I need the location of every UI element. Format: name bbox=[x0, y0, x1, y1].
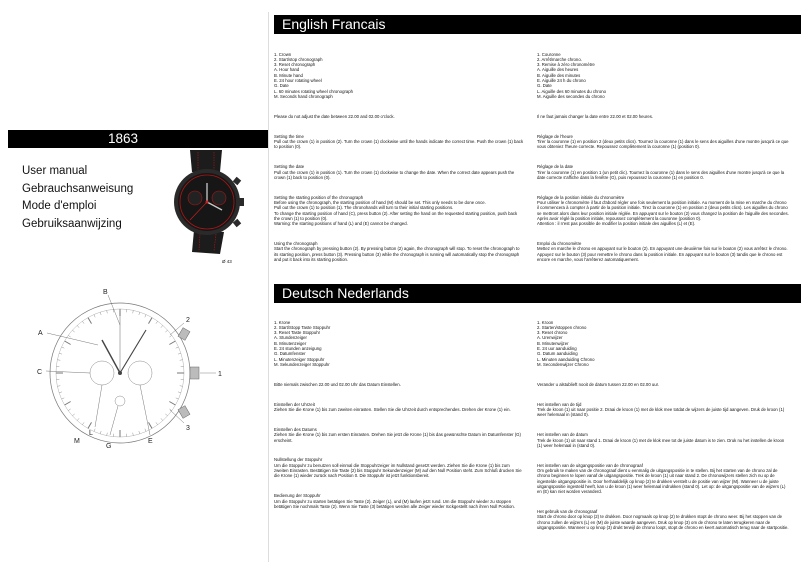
de-setting-date: Einstellen des Datums Ziehen Sie die Krone (1) bis zum ersten Einrasten. Drehen Sie jetzt die Krone (1) bis das gewünschte Datum im Datumfenster (G) erscheint. bbox=[274, 426, 521, 443]
dial-tick bbox=[156, 321, 158, 323]
dial-tick bbox=[72, 414, 74, 416]
diagram-label-a: A bbox=[38, 330, 43, 337]
diagram-label-1: 1 bbox=[218, 371, 222, 378]
section-en-fr-header bbox=[274, 15, 801, 34]
watch-photo bbox=[150, 150, 262, 258]
de-date-warning: Bitte niemals zwischen 22.00 und 02.00 Uhr das Datum Einstellen. bbox=[274, 381, 401, 387]
dial-tick bbox=[169, 402, 175, 406]
dial-tick bbox=[88, 318, 92, 324]
en-parts-list: 1. Crown 2. Start/stop chronograph 3. Reset chronograph A. Hour hand B. Minute hand E. 24 hour rotating wheel G. Date L. 60 minutes rotating wheel chronograph M. Seconds hand chronograph bbox=[274, 51, 354, 99]
watch-diagram bbox=[20, 285, 225, 460]
diagram-label-l: L bbox=[89, 430, 93, 437]
dial-tick bbox=[57, 360, 60, 361]
en-using-chrono: Using the chronograph Start the chronograph by pressing button (2). By pressing button (2) again, the chronograph will stop. To reset the chronograph to its starting position, press button (3). Pressing button (3) while the chronograph is running will automatically stop the chronograph and put it back into its starting position. bbox=[274, 241, 520, 262]
dial-tick bbox=[176, 347, 179, 348]
diagram-crown bbox=[190, 367, 199, 379]
nl-using-chrono: Het gebruik van de chronograaf Start de chrono door op knop (2) te drukken. Door nogmaals op knop (2) te drukken stopt de chrono weer. Bij het stoppen van de chrono zullen de wijzers (L) en (M) de juiste waarde aangeven. Druk op knop (3) om de chrono te laten terugkeren naar de uitgangspositie. Wanneer u op knop (3) drukt terwijl de chrono loopt, stopt de chrono en keert automatisch terug naar de startpositie. bbox=[537, 509, 789, 530]
dial-tick bbox=[139, 431, 140, 434]
dial-tick bbox=[161, 418, 163, 420]
diagram-minute-hand bbox=[120, 330, 146, 373]
diagram-subdial-right bbox=[128, 361, 152, 385]
dial-tick bbox=[94, 429, 95, 432]
english-column bbox=[274, 41, 524, 272]
fr-setting-date: Réglage de la date Tirer la couronne (1) en position 1 (un petit clic). Tournez la couronne (1) dans le sens des aiguilles d'une montre jusqu'à ce que la date correcte s'affiche dans la fenêtre (G), puis repoussez la couronne (1) en position 0. bbox=[537, 164, 785, 180]
dial-tick bbox=[59, 392, 62, 393]
dial-tick bbox=[65, 341, 71, 345]
dial-tick bbox=[57, 386, 60, 387]
en-setting-time: Setting the time Pull out the crown (1) in position (2). Turn the crown (1) clockwise until the hands indicate the correct time. Push the crown (1) back to position (0). bbox=[274, 133, 524, 150]
dial-tick bbox=[77, 325, 79, 327]
dial-tick bbox=[72, 330, 74, 332]
language-de: Gebrauchsanweisung bbox=[22, 182, 134, 195]
diagram-label-b: B bbox=[103, 289, 108, 296]
dutch-column bbox=[537, 309, 789, 540]
dial-tick bbox=[68, 409, 70, 411]
dial-tick bbox=[176, 398, 179, 399]
en-setting-date: Setting the date Pull out the crown (1) in position (1). Turn the crown (1) clockwise to change the date. When the correct date appears push the crown (1) back to position (0). bbox=[274, 164, 515, 180]
dial-tick bbox=[65, 402, 71, 406]
dial-tick bbox=[62, 347, 65, 348]
dial-tick bbox=[156, 422, 158, 424]
watch-size-label: Ø 43 bbox=[222, 259, 232, 264]
language-en: User manual bbox=[22, 165, 88, 177]
dial-tick bbox=[94, 315, 95, 318]
dial-tick bbox=[82, 321, 84, 323]
dial-tick bbox=[149, 318, 153, 324]
language-fr: Mode d'emploi bbox=[22, 200, 97, 212]
de-chrono-zero: Nullstellung der Stoppuhr Um die Stoppuhr zu benutzen soll einmal die Stoppuhrzeiger im Nullstand gesetzt werden. Ziehen Sie die Krone (1) bis zum zweiten Einrasten. Bestätigen Sie Taste (2) bis Stoppuhr Sekundenzeiger (M) auf den Null Position steht. Zum Schluß drucken Sie die Krone (1) wieder zurück nach Position 0. Die Stoppuhr ist jetzt funktionsbereit. bbox=[274, 457, 522, 479]
dial-tick bbox=[178, 353, 181, 354]
dial-tick bbox=[139, 312, 140, 315]
diagram-pusher-top bbox=[178, 328, 190, 341]
nl-parts-list: 1. Kroon 2. Starten/stoppen chrono 3. Reset chrono A. Urenwijzer B. Minutenwijzer E. 24 uur aanduiding G. Datum aanduiding L. Minuten aanduiding Chrono M. Secondenwijzer Chrono bbox=[537, 319, 595, 367]
diagram-label-g: G bbox=[106, 443, 112, 450]
diagram-label-m: M bbox=[74, 438, 80, 445]
dial-tick bbox=[59, 353, 62, 354]
dial-tick bbox=[107, 310, 108, 313]
dial-tick bbox=[145, 429, 146, 432]
diagram-label-2: 2 bbox=[186, 317, 190, 324]
dial-tick bbox=[165, 414, 167, 416]
diagram-label-3: 3 bbox=[186, 425, 190, 432]
nl-chrono-start-position: Het instellen van de uitgangspositie van de chronograaf Om gebruik te maken van de chronograaf dient u eenmalig de uitgangspositie in te stellen. Bij het starten van de chrono zal de chrono beginnen te lopen vanaf de uitgangspositie. Trek de kroon (1) uit naar stand 2. De chronowijzers stellen zich nu op de ingestelde uitgangspositie in. Door herhaaldelijk op knop (2) te drukken verstelt u de positie van wijzer (M). Wanneer u de juiste uitgangspositie ingesteld heeft, kan u de kroon (1) weer helemaal indrukken (stand 0). Let op: de uitgangspositie van de wijzers (L) en (E) kan niet worden veranderd. bbox=[537, 462, 786, 495]
section-de-nl-title: Deutsch Nederlands bbox=[282, 285, 409, 301]
dial-tick bbox=[100, 312, 101, 315]
nl-setting-date: Het instellen van de datum Trek de kroon (1) uit naar stand 1. Draai de kroon (1) met de klok mee tot de juiste datum is te zien. Druk nu het instellen de kroon (1) weer helemaal in (stand 0). bbox=[537, 432, 785, 448]
dial-tick bbox=[161, 325, 163, 327]
dial-tick bbox=[68, 335, 70, 337]
section-en-fr-title: English Francais bbox=[282, 16, 386, 32]
nl-date-warning: Verander u alstublieft nooit de datum tussen 22.00 en 02.00 uur. bbox=[537, 381, 660, 387]
fr-date-warning: Il ne faut jamais changer la date entre 22.00 et 02.00 heures. bbox=[537, 113, 654, 119]
dial-tick bbox=[180, 386, 183, 387]
fr-parts-list: 1. Couronne 2. Arrêt/marche chrono. 3. Remise à zéro chronomètre A. Aiguille des heures B. Aiguille des minutes E. Aiguille 24 h du chrono G. Date L. Aiguille des 60 minutes du chrono M. Aiguille des secondes du chrono bbox=[537, 51, 607, 99]
page-fold-line bbox=[268, 12, 269, 562]
german-column bbox=[274, 309, 524, 518]
dial-tick bbox=[178, 392, 181, 393]
fr-setting-time: Réglage de l'heure Tirer la couronne (1) en position 2 (deux petits clics). Tournez la couronne (1) dans le sens des aiguilles d'une montre jusqu'à ce que vous obteniez l'heure correcte. Repoussez complètement la couronne (1) (position 0). bbox=[537, 133, 789, 150]
dial-tick bbox=[133, 433, 134, 436]
diagram-label-e: E bbox=[148, 438, 153, 445]
dial-tick bbox=[62, 398, 65, 399]
dial-tick bbox=[169, 335, 171, 337]
diagram-subdial-left bbox=[90, 361, 114, 385]
en-date-warning: Please do not adjust the date between 22.00 and 02.00 o'clock. bbox=[274, 113, 395, 119]
cover-model-number: 1863 bbox=[108, 131, 139, 146]
dial-tick bbox=[169, 341, 175, 345]
cover-model-bar bbox=[8, 130, 268, 148]
fr-chrono-start-position: Réglage de la position initiale du chronomètre Pour utiliser le chronomètre il faut d'abord régler une fois seulement la position initiale. Au moment de la mise en marche du chrono il commencera à compter à partir de la position initiale. Tirez la couronne (1) en position 2 (deux petits clics). Les aiguilles du chrono se mettront alors dans leur position initiale réglée. En appuyant sur le bouton (2) vous changez la position de l'aiguille des secondes. Après avoir réglé la position initiale, repoussez complètement la couronne (position 0). Attention : il n'est pas possible de modifier la position initiale des aiguilles (L) et (E). bbox=[537, 194, 789, 227]
dial-tick bbox=[133, 310, 134, 313]
en-chrono-start-position: Setting the starting position of the chronograph Before using the chronograph, the starting position of hand (M) should be set. This only needs to be done once. Pull out the crown (1) to position (1). The chronohands will turn to their initial starting positions. To change the starting position of hand (C), press button (2). After setting the hand on the requested starting position, push back the crown (1) to position (0). Warning: the starting positions of hand (L) and (E) cannot be changed. bbox=[274, 194, 518, 227]
section-de-nl-header bbox=[274, 284, 801, 303]
fr-using-chrono: Emploi du chronomètre Mettez en marche le chrono en appuyant sur le bouton (2). En appuyant une deuxième fois sur le bouton (2) vous arrêtez le chrono. Appuyez sur le bouton (3) pour remettre le chrono dans la position initiale. En appuyant sur le bouton (3) tandis que le chrono est encore en marche, vous l'arrêterez automatiquement. bbox=[537, 241, 788, 262]
dial-tick bbox=[77, 418, 79, 420]
de-parts-list: 1. Krone 2. Start/Stopp Taste Stoppuhr 3. Reset Taste Stoppuhr A. Stundenzeiger B. Minutenzeiger E. 24 stunden anzeigung G. Datumfenster L. Minutenzeiger Stoppuhr M. Sekundenzeiger Stoppuhr bbox=[274, 319, 331, 367]
dial-tick bbox=[180, 360, 183, 361]
de-using-chrono: Bedienung der Stoppuhr Um die Stoppuhr zu starten betätigen Sie Taste (2). Zeiger (L), und (M) laufen jetzt rund. Um die Stoppuhr wieder zu stoppen betätigen Sie nochmals Taste (2). Wenn Sie Taste (3) betätigen werden alle Zeiger wieder rückgestellt nach ihren Null Position. bbox=[274, 493, 515, 509]
dial-tick bbox=[165, 330, 167, 332]
dial-tick bbox=[145, 315, 146, 318]
language-nl: Gebruiksaanwijzing bbox=[22, 217, 122, 230]
dial-tick bbox=[149, 422, 153, 428]
nl-setting-time: Het instellen van de tijd Trek de kroon (1) uit naar positie 2. Draai de kroon (1) met de klok mee totdat de wijzers de juiste tijd aangeven. Druk de kroon (1) weer helemaal in (stand 0). bbox=[537, 401, 785, 418]
dial-tick bbox=[107, 433, 108, 436]
dial-tick bbox=[88, 422, 92, 428]
french-column bbox=[537, 41, 789, 272]
dial-tick bbox=[82, 422, 84, 424]
diagram-pusher-bottom bbox=[178, 406, 190, 419]
diagram-date-window bbox=[115, 396, 125, 406]
cover-language-list bbox=[22, 163, 133, 233]
diagram-hour-hand bbox=[102, 340, 120, 373]
dial-tick bbox=[100, 431, 101, 434]
diagram-label-c: C bbox=[37, 369, 43, 376]
de-setting-time: Einstellen der Uhrzeit Ziehen Sie die Krone (1) bis zum zweiten einrasten. Stellen Sie die Uhrzeit durch entsprechendes. Drehen der Krone (1) ein. bbox=[274, 401, 511, 413]
